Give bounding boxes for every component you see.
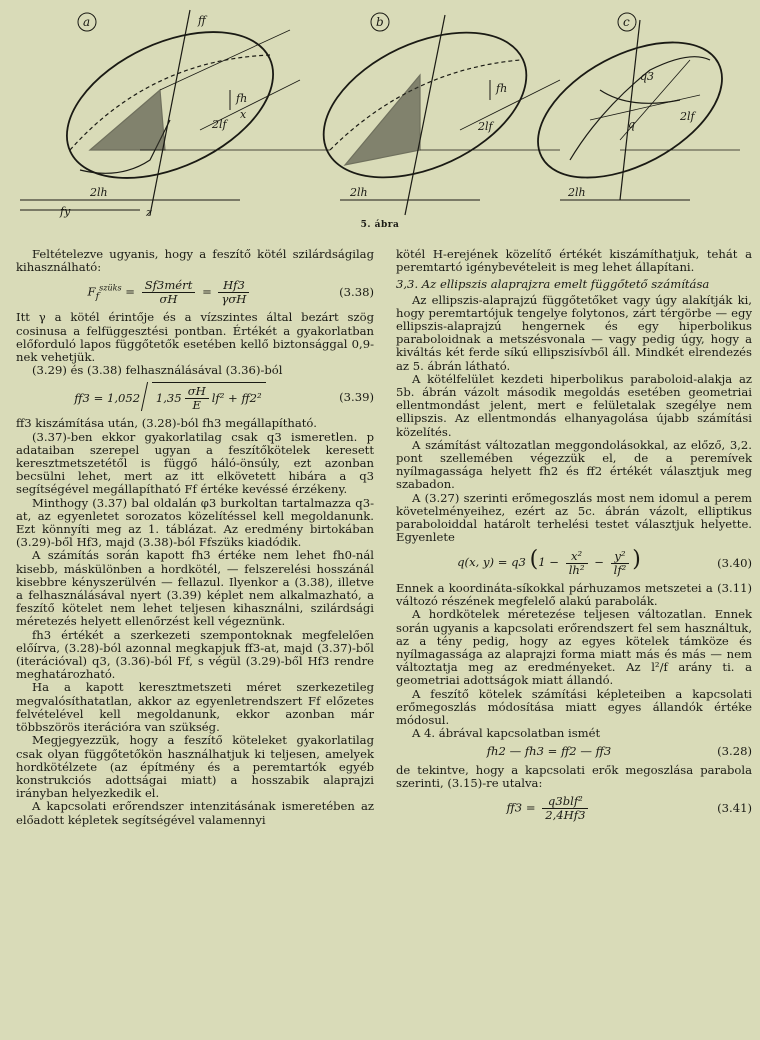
panel-a-drawing	[20, 2, 330, 215]
label-2lh-c: 2lh	[568, 186, 586, 199]
paragraph: fh3 értékét a szerkezeti szempontoknak megfelelően előírva, (3.28)-ból azonnal megkapjuk ff3-at, majd (3.37)-ből (iterációval) q3, (3.36)-ból Ff, s végül (3.29)-ből Hf3 rendre meghatározható.	[16, 627, 374, 682]
paragraph: A kapcsolati erőrendszer intenzitásának ismeretében az előadott képletek segítségével valamennyi	[16, 799, 374, 827]
paragraph: Ennek a koordináta-síkokkal párhuzamos metszetei a (3.11) változó részének megfelelő alakú parabolák.	[396, 580, 752, 609]
paragraph: A számítást változatlan meggondolásokkal, az előző, 3,2. pont szellemében végezzük el, de a peremívek nyílmagassága helyett fh2 és ff2 értékét választjuk meg szabadon.	[396, 437, 752, 492]
panel-a-letter: a	[83, 15, 91, 29]
paragraph: ff3 kiszámítása után, (3.28)-ból fh3 megállapítható.	[16, 416, 317, 431]
equation-3-28: fh2 — fh3 = ff2 — ff3 (3.28)	[486, 744, 752, 759]
label-x: x	[240, 108, 247, 121]
equation-number: (3.38)	[339, 285, 374, 300]
paragraph: kötél H-erejének közelítő értékét kiszámíthatjuk, tehát a peremtartó igénybevételeit is meg lehet állapítani.	[396, 247, 752, 275]
equation-number: (3.40)	[717, 555, 752, 570]
panel-b-drawing	[301, 3, 560, 215]
label-fh-a: fh	[236, 92, 248, 105]
paragraph: Megjegyezzük, hogy a feszítő köteleket gyakorlatilag csak olyan függőtetőkön használhatjuk ki teljesen, amelyek hordkötélzete (az építmény és a peremtartók egyéb konstrukciós adottságai miatt) a hosszabik alaprajzi irányban helyezkedik el.	[16, 733, 374, 801]
paragraph: A 4. ábrával kapcsolatban ismét	[412, 726, 601, 741]
paragraph: A feszítő kötelek számítási képleteiben a kapcsolati erőmegoszlás módosítása miatt egyes állandók értéke módosul.	[396, 686, 752, 727]
label-2lh-b: 2lh	[350, 186, 368, 199]
panel-c-letter: c	[623, 15, 630, 29]
paragraph: Feltételezve ugyanis, hogy a feszítő kötél szilárdságilag kihasználható:	[16, 247, 374, 275]
paragraph: Az ellipszis-alaprajzú függőtetőket vagy úgy alakítják ki, hogy peremtartójuk tengelye folytonos, zárt térgörbe — egy ellipszis-alaprajzú hengernek és egy hiperbolikus paraboloidnak a metszésvonala — vagy pedig úgy, hogy a kiváltás két ferde síkú ellipszisívből áll. Mindkét elrendezés az 5. ábrán látható.	[396, 292, 752, 373]
panel-c-drawing	[516, 14, 744, 205]
equation-3-40: q(x, y) = q3 (1 − $\frac{\text{x²}}{\text{lh²}}$ − $\frac{\text{y²}}{\text{lf²}}$ ) (3.40)	[457, 547, 752, 577]
left-column	[16, 248, 374, 827]
paragraph: Minthogy (3.37) bal oldalán φ3 burkoltan tartalmazza q3-at, az egyenletet sorozatos közelítéssel kell megoldanunk. Ezt könnyíti meg az 1. táblázat. Az eredmény birtokában (3.29)-ből Hf3, majd (3.38)-ból Ffszüks kiadódik.	[16, 495, 374, 550]
label-2lf-c: 2lf	[680, 110, 695, 123]
label-z: z	[146, 206, 152, 219]
paragraph: Ha a kapott keresztmetszeti méret szerkezetileg megvalósíthatatlan, akkor az egyenletrendszert Ff előzetes felvételével kell megoldanunk, ekkor azonban már többszörös iterációra van szükség.	[16, 680, 374, 735]
label-2lh-a: 2lh	[90, 186, 108, 199]
equation-number: (3.39)	[339, 389, 374, 404]
equation-number: (3.28)	[717, 744, 752, 759]
paragraph: (3.37)-ben ekkor gyakorlatilag csak q3 ismeretlen. p adataiban szerepel ugyan a feszítőkötelek keresett keresztmetszetétől is függő háló-önsúly, ezt azonban becsülni lehet, mert az itt elkövetett hibára a q3 segítségével megállapítható Ff értéke kevéssé érzékeny.	[16, 429, 374, 497]
paragraph: A (3.27) szerinti erőmegoszlás most nem idomul a perem követelményeihez, ezért az 5c. ábrán vázolt, elliptikus paraboloiddal határolt terhelési testet választjuk helyette. Egyenlete	[396, 490, 752, 545]
label-q3: q3	[640, 70, 655, 83]
paragraph: Itt γ a kötél érintője és a vízszintes által bezárt szög cosinusa a felfüggesztési pontban. Értékét a gyakorlatban előforduló lapos függőtetők esetében kellő biztonsággal 0,9-nek vehetjük.	[16, 310, 374, 365]
equation-3-41: ff3 = $\frac{\text{q3blf²}}{2,4Hf3}$ (3.41)	[506, 794, 752, 823]
paragraph: A hordkötelek méretezése teljesen változatlan. Ennek során ugyanis a kapcsolati erőrendszert fel sem használtuk, az a tény pedig, hogy az egyes kötelek támköze és nyílmagassága az alaprajzi forma miatt más és más — nem változtatja meg az eredményeket. Az l²/f arány ti. a geometriai adottságok miatt állandó.	[396, 607, 752, 688]
label-ff: ff	[198, 14, 206, 27]
label-fy: fy	[60, 205, 71, 218]
equation-number: (3.41)	[717, 800, 752, 815]
panel-b-letter: b	[376, 15, 384, 29]
label-2lf-a: 2lf	[212, 118, 227, 131]
equation-3-39: ff3 = 1,052 1,35 $\frac{\sigma H}{E}$ lf² + ff2² (3.39)	[74, 384, 374, 413]
figure-5	[0, 0, 760, 235]
label-2lf-b: 2lf	[478, 120, 493, 133]
label-q: q	[628, 118, 636, 131]
figure-caption: 5. ábra	[360, 220, 400, 230]
section-heading: 3,3. Az ellipszis alaprajzra emelt függőtető számítása	[396, 277, 710, 292]
right-column	[396, 248, 752, 827]
paragraph: (3.29) és (3.38) felhasználásával (3.36)-ból	[32, 363, 283, 378]
label-fh-b: fh	[496, 82, 508, 95]
paragraph: de tekintve, hogy a kapcsolati erők megoszlása parabola szerinti, (3.15)-re utalva:	[396, 762, 752, 790]
equation-3-38: $F_f^{szüks}$ = $\frac{\text{Sf3mért}}{\sigma H}$ = $\frac{Hf3}{\text{γσH}}$ (3.38)	[87, 278, 374, 307]
paragraph: A számítás során kapott fh3 értéke nem lehet fh0-nál kisebb, máskülönben a hordkötél, — felszerelési hosszánál kisebbre kényszerülvén — fellazul. Ilyenkor a (3.38), illetve a felhasználásával nyert (3.39) képlet nem alkalmazható, a feszítő kötelet nem lehet teljesen kihasználni, szilárdsági méretezés helyett ellenőrzést kell végeznünk.	[16, 548, 374, 629]
paragraph: A kötélfelület kezdeti hiperbolikus paraboloid-alakja az 5b. ábrán vázolt második megoldás esetében geometriai ellentmondást jelent, mert e felületalak szegélye nem ellipszis. Az ellentmondás elhanyagolása újabb számítási közelítés.	[396, 371, 752, 439]
